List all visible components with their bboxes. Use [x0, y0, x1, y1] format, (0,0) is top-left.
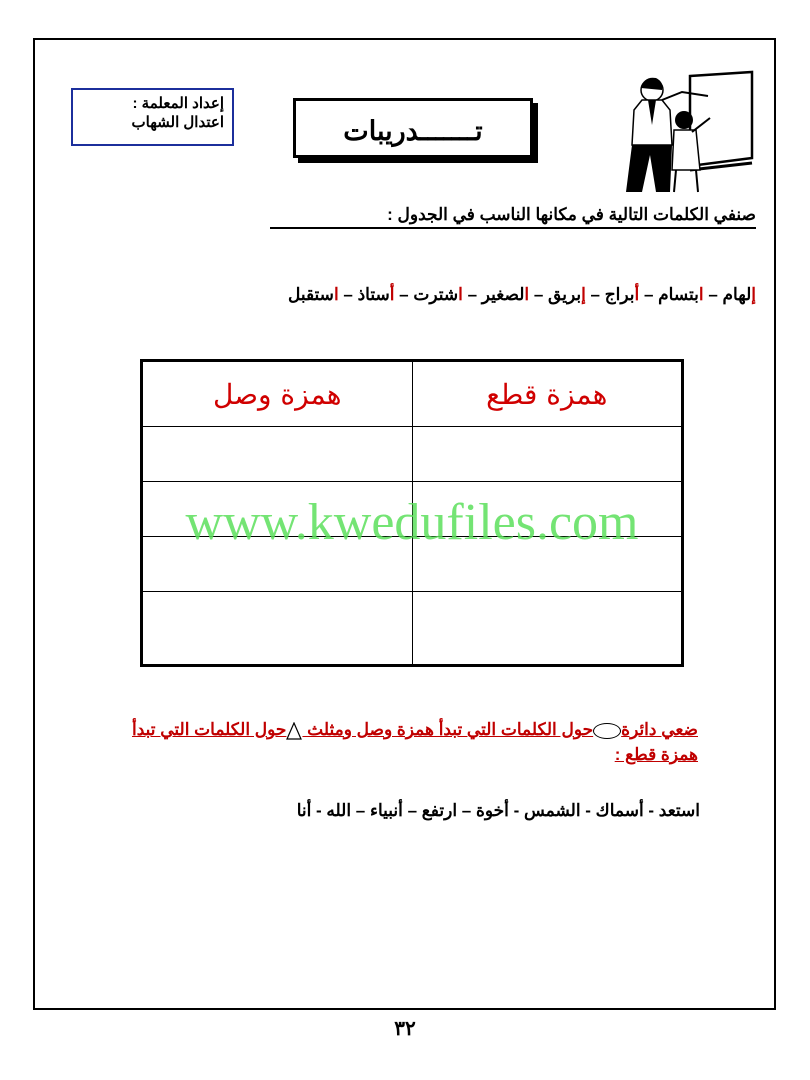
word-prefix: أ: [634, 285, 640, 304]
header-hamzat-wasl: همزة وصل: [142, 361, 413, 427]
word-separator: –: [394, 285, 414, 304]
word-prefix: أ: [389, 285, 395, 304]
table-header-row: [142, 361, 683, 427]
word-rest: شترت: [413, 285, 459, 304]
word-prefix: إ: [751, 285, 756, 304]
word-rest: ستاذ: [357, 285, 390, 304]
word-rest: لهام: [722, 285, 752, 304]
teacher-name: اعتدال الشهاب: [131, 114, 224, 131]
word-prefix: ا: [524, 285, 530, 304]
table-cell: [142, 592, 413, 666]
page-number: ٣٢: [394, 1018, 416, 1040]
title-box: [293, 98, 533, 158]
word-rest: بريق: [548, 285, 582, 304]
watermark: www.kwedufiles.com: [185, 494, 639, 551]
triangle-icon: [286, 722, 302, 740]
teacher-credit-label: إعداد المعلمة :: [132, 95, 224, 112]
exercise2-word-list: استعد - أسماك - الشمس - أخوة – ارتفع – أنبياء – الله - أنا: [296, 801, 700, 820]
word-prefix: إ: [581, 285, 586, 304]
word-item: [548, 285, 586, 304]
instr-part1: ضعي دائرة: [621, 720, 698, 739]
word-prefix: ا: [333, 285, 339, 304]
word-item: [358, 285, 395, 304]
word-separator: –: [338, 285, 358, 304]
teacher-credit-box: [71, 88, 234, 146]
word-rest: ستقبل: [287, 285, 334, 304]
word-item: [723, 285, 756, 304]
table-row: [142, 592, 683, 666]
word-item: [482, 285, 529, 304]
word-prefix: ا: [698, 285, 704, 304]
word-rest: لصغير: [481, 285, 525, 304]
word-separator: –: [639, 285, 659, 304]
word-separator: –: [585, 285, 605, 304]
table-cell: [142, 427, 413, 482]
exercise1-heading: صنفي الكلمات التالية في مكانها الناسب في الجدول :: [270, 205, 756, 229]
table-cell: [412, 427, 683, 482]
circle-icon: [593, 723, 621, 739]
instr-part2: حول الكلمات التي تبدأ همزة وصل ومثلث: [302, 720, 594, 739]
word-item: [658, 285, 703, 304]
word-item: [605, 285, 640, 304]
word-item: [288, 285, 339, 304]
exercise2-instructions: [108, 717, 698, 767]
table-row: [142, 427, 683, 482]
word-separator: –: [462, 285, 482, 304]
table-cell: [412, 592, 683, 666]
word-separator: –: [703, 285, 723, 304]
word-rest: بتسام: [658, 285, 699, 304]
header-hamzat-qat: همزة قطع: [412, 361, 683, 427]
word-item: [413, 285, 463, 304]
instr-part3: حول الكلمات التي تبدأ همزة قطع :: [131, 720, 698, 764]
word-prefix: ا: [458, 285, 463, 304]
exercise1-word-list: [288, 285, 756, 305]
word-rest: براج: [604, 285, 635, 304]
word-separator: –: [529, 285, 549, 304]
page-title: تـــــــدريبات: [343, 116, 483, 146]
teacher-student-clipart: [612, 70, 757, 194]
